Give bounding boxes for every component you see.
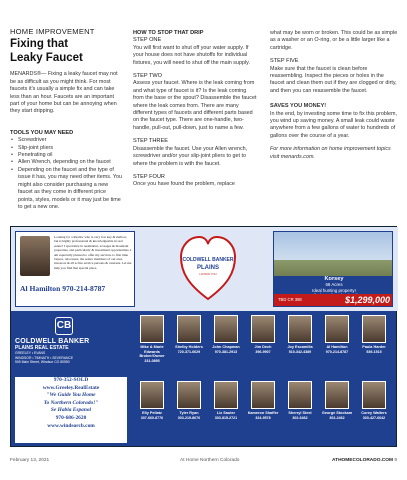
agent-card[interactable] [320, 381, 354, 441]
step4-sub: STEP FOUR [133, 173, 165, 180]
agent-name: Sherryl Steel [288, 411, 312, 415]
agent-feature-card [15, 231, 135, 307]
agent-phone: 231-0895 [144, 358, 160, 363]
tool-item: • Screwdriver [10, 137, 122, 144]
step1-sub: STEP ONE [133, 37, 162, 44]
agent-headshot [140, 315, 164, 343]
tool-item: • Penetrating oil [10, 152, 122, 159]
agent-headshot [214, 381, 238, 409]
agent-headshot [362, 315, 386, 343]
agent-phone: 302-6462 [292, 415, 308, 420]
article-column-1 [10, 27, 122, 211]
agent-name: Corey Walters [361, 411, 387, 415]
logo-text-1: COLDWELL BANKER [182, 257, 234, 263]
contact-web[interactable]: www.Greeley.RealEstate [42, 384, 100, 391]
agent-name: Paula Harder [362, 345, 386, 349]
article-intro: MENARDS®— Fixing a leaky faucet may not be as difficult as you might think. For most faucets it's usually a simple fix and can take less than an hour. Faucets are an important part of your home but can be annoying when they start dripping. [10, 71, 118, 115]
agent-card[interactable] [283, 381, 317, 441]
agent-card[interactable] [172, 315, 206, 375]
step5-sub: STEP FIVE [270, 58, 299, 65]
tools-heading: TOOLS YOU MAY NEED [10, 129, 74, 136]
agent-card[interactable] [135, 381, 169, 441]
more-info: For more information on home improvement topics visit menards.com. [270, 146, 391, 160]
step2-text: Assess your faucet. Where is the leak coming from and what type of faucet is it? Is the leak coming from the base or the spout? Disassemble the faucet where the leak comes from. There are many different types of faucets and different parts based on the faucet type. There are one-handle, two-handle, pull-out, pull-down, just to name a few. [133, 80, 257, 131]
agent-quote: Looking for a Realtor who is very low key & mellow, but is highly professional & knowledgeable in real estate? I specialize in residential, acreages & mountain properties, and particularly & investment opportunities. I am especially pleased to offer my services to first time buyers, relocatees, the senior members of our area, investors & all active service persons & veterans. Let me help you find that special place. [54, 235, 132, 270]
brand-address: 505 Main Street, Windsor CO 80550 [15, 360, 70, 365]
agent-contact-line: Al Hamilton 970-214-8787 [20, 284, 106, 293]
logo-text-3: LOVING YOU [199, 272, 217, 276]
agent-phone: 510-342-4389 [288, 349, 312, 354]
step5-text: Make sure that the faucet is clean before reassembling. Inspect the pieces or holes in the faucet and clean them out if they are clogged or dirty, and then you can reassemble the faucet. [270, 65, 397, 94]
agent-phone: 324-9578 [255, 415, 271, 420]
footer-date: February 13, 2021 [10, 458, 50, 463]
section-kicker: HOME IMPROVEMENT [10, 27, 95, 36]
agent-phone: 307-660-8776 [140, 415, 164, 420]
agent-photo [20, 236, 50, 276]
agent-card[interactable] [209, 315, 243, 375]
listing-name: Korsey [324, 276, 344, 282]
article-headline [10, 37, 122, 65]
agent-card[interactable] [320, 315, 354, 375]
agent-phone: 396-9907 [255, 349, 271, 354]
ad-top-band [11, 227, 398, 311]
agent-name: John Chapman [212, 345, 240, 349]
contact-slogan-2: To Northern Colorado!" [43, 399, 99, 406]
agent-headshot [251, 315, 275, 343]
agent-headshot [140, 381, 164, 409]
listing-price-bar [274, 294, 393, 307]
brand-towns: WINDSOR • TIMNATH • SEVERANCE [15, 355, 74, 360]
brand-sub: PLAINS REAL ESTATE [15, 345, 69, 351]
brand-name: COLDWELL BANKER [15, 338, 90, 345]
step4-text: Once you have found the problem, replace [133, 181, 235, 188]
step4-continued: what may be worn or broken. This could be as simple as a washer or an O-ring, or be a little larger like a cartridge. [270, 30, 398, 51]
agent-headshot [325, 381, 349, 409]
agent-phone: 970-381-2913 [214, 349, 238, 354]
agent-headshot [288, 381, 312, 409]
property-listing[interactable] [273, 231, 393, 307]
agent-headshot [362, 381, 386, 409]
contact-phone: 970-352-SOLD [53, 377, 89, 383]
agent-name: Liz Sauter [216, 411, 236, 415]
step2-sub: STEP TWO [133, 73, 163, 80]
agent-phone: 302-2462 [329, 415, 345, 420]
agent-grid [135, 315, 395, 445]
footer-site[interactable]: ATHOMECOLORADO.COM [332, 458, 393, 463]
article-column-2 [133, 30, 258, 189]
step1-heading: HOW TO STOP THAT DRIP [133, 30, 204, 36]
step1-text: You will first want to shut off your water supply. If your house does not have shutoffs for individual fixtures, you will need to shut off the main supply. [133, 44, 250, 66]
agent-phone: 720-371-6629 [177, 349, 201, 354]
savings-heading: SAVES YOU MONEY! [270, 103, 327, 110]
agent-name: Kameron Shaffer [247, 411, 279, 415]
agent-phone: 303-427-6642 [362, 415, 386, 420]
listing-info-bar [274, 276, 393, 294]
listing-address: TBD CR 388 [278, 297, 302, 302]
agent-name: Tyler Ryan [179, 411, 199, 415]
real-estate-ad [10, 226, 397, 447]
tool-item: • Slip-joint pliers [10, 145, 122, 152]
headline-line-1: Fixing that [10, 38, 69, 51]
contact-web-2[interactable]: www.windsorcb.com [47, 422, 95, 429]
agent-headshot [177, 381, 201, 409]
agent-name: George Stockam [321, 411, 353, 415]
agent-card[interactable] [209, 381, 243, 441]
tools-list [10, 137, 122, 211]
listing-desc-1: 68 Acres [325, 282, 343, 288]
footer-site-and-page [332, 458, 397, 463]
listing-price: $1,299,000 [344, 295, 390, 305]
agent-phone: 303-219-8670 [177, 415, 201, 420]
agent-name: Joy Escamilla [287, 345, 313, 349]
agent-headshot [251, 381, 275, 409]
agent-name: Elly Pellatz [142, 411, 162, 415]
contact-slogan-1: "We Guide You Home [46, 392, 96, 399]
listing-desc-2: Ideal hunting property! [312, 287, 356, 293]
agent-phone: 970-214-8787 [325, 349, 349, 354]
agent-card[interactable] [135, 315, 169, 375]
agent-phone: 539-1515 [366, 349, 382, 354]
heart-logo-icon [179, 233, 237, 303]
logo-text-2: PLAINS [196, 265, 220, 271]
cb-logo-icon: CB [55, 317, 73, 335]
step3-sub: STEP THREE [133, 138, 168, 145]
contact-box [15, 377, 127, 443]
agent-headshot [325, 315, 349, 343]
article-column-3 [270, 30, 398, 165]
footer-page-number: 9 [394, 458, 397, 463]
tool-item: • Depending on the faucet and the type of issue it has, you may need other items. You might also consider purchasing a new faucet as they come in different price points, styles, models or it may just be time to get a new one. [10, 167, 122, 211]
agent-card[interactable] [357, 381, 391, 441]
headline-line-2: Leaky Faucet [10, 52, 83, 65]
agent-headshot [214, 315, 238, 343]
step3-text: Disassemble the faucet. Use your Allen wrench, screwdriver and/or your slip-joint pliers to get to where the problem is with the faucet. [133, 145, 248, 167]
tool-item: • Allen Wrench, depending on the faucet [10, 159, 122, 166]
agent-phone: 303-815-2721 [214, 415, 238, 420]
agent-card[interactable] [357, 315, 391, 375]
agent-card[interactable] [283, 315, 317, 375]
contact-spanish: Se Habla Espanol [50, 407, 92, 414]
agent-headshot [288, 315, 312, 343]
brokerage-brand [15, 317, 127, 365]
agent-card[interactable] [172, 381, 206, 441]
agent-card[interactable] [246, 315, 280, 375]
footer-publication: At Home Northern Colorado [180, 458, 240, 463]
agent-name: Al Hamilton [326, 345, 348, 349]
agent-name: Shelby Holders [175, 345, 203, 349]
savings-text: In the end, by investing some time to fix this problem, you wind up saving money. A small leak could waste anywhere from a few gallons of water to hundreds of gallons over the course of a year. [270, 110, 398, 139]
agent-card[interactable] [246, 381, 280, 441]
agent-name: Jim Dech [254, 345, 272, 349]
contact-phone-2: 970-686-2620 [55, 414, 87, 421]
brand-offices: GREELEY • EVANS [15, 351, 46, 355]
agent-name: Mike & Marie Edwards Broker/Owner [139, 345, 165, 359]
agent-headshot [177, 315, 201, 343]
